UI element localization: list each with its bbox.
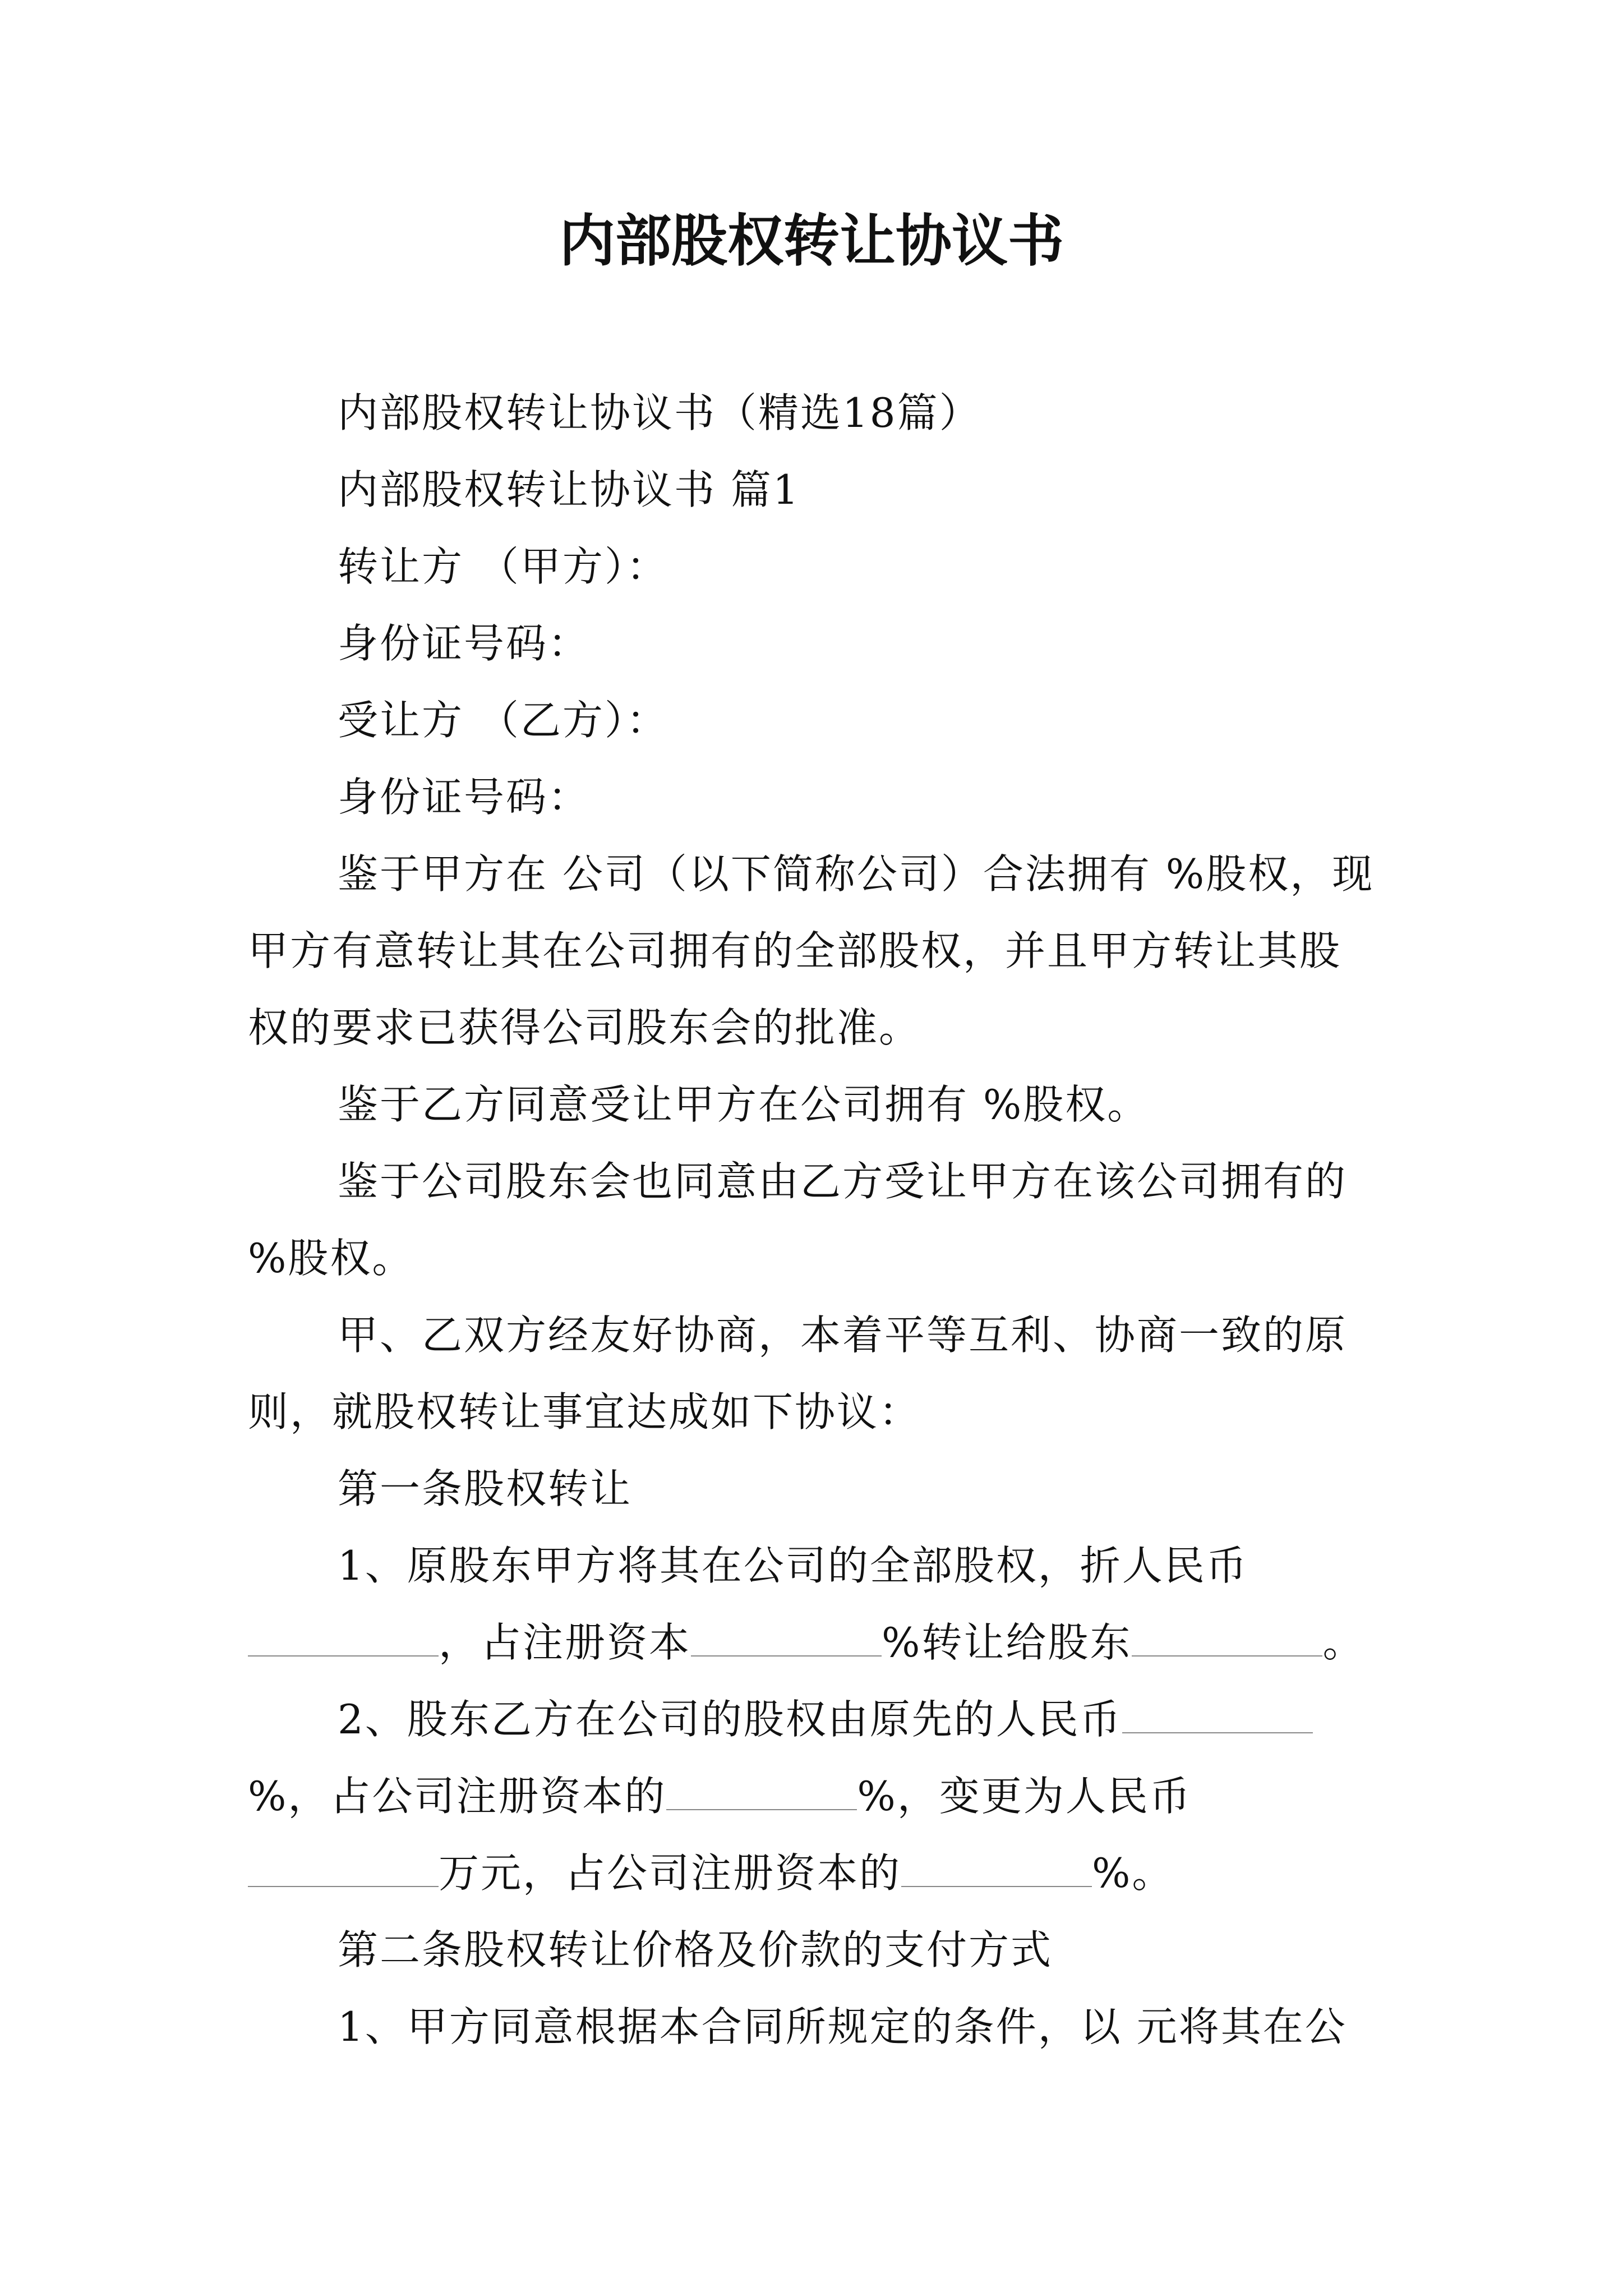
fill-in-blank: [666, 1778, 857, 1810]
fill-in-blank: [691, 1624, 882, 1657]
paragraph-text: ，占注册资本: [439, 1619, 691, 1666]
document-title: 内部股权转让协议书: [559, 208, 1064, 274]
paragraph-transferee: [248, 682, 1375, 759]
paragraph-subtitle: [248, 375, 1375, 452]
paragraph-text: 内部股权转让协议书 篇1: [338, 466, 800, 513]
fill-in-blank: [1132, 1624, 1322, 1657]
fill-in-blank: [248, 1855, 439, 1887]
paragraph-transferor-id: [248, 605, 1375, 682]
paragraph-text: 万元，占公司注册资本的: [439, 1849, 902, 1897]
paragraph-text: %，变更为人民币: [857, 1773, 1192, 1820]
paragraph-text: %。: [1092, 1849, 1174, 1897]
paragraph-text: %转让给股东: [882, 1619, 1132, 1666]
paragraph-text: 。: [1322, 1619, 1365, 1666]
document-body: [248, 375, 1375, 2065]
paragraph-text: 内部股权转让协议书（精选18篇）: [338, 389, 981, 436]
paragraph-text: 鉴于甲方在 公司（以下简称公司）合法拥有 %股权，现甲方有意转让其在公司拥有的全部股权，并且甲方转让其股权的要求已获得公司股东会的批准。: [248, 850, 1375, 1051]
paragraph-text: 鉴于乙方同意受让甲方在公司拥有 %股权。: [338, 1081, 1150, 1128]
paragraph-text: 身份证号码：: [338, 620, 591, 667]
fill-in-blank: [1122, 1701, 1313, 1733]
paragraph-article-1-heading: [248, 1451, 1375, 1527]
paragraph-text: 甲、乙双方经友好协商，本着平等互利、协商一致的原则，就股权转让事宜达成如下协议：: [248, 1312, 1348, 1435]
paragraph-text: 鉴于公司股东会也同意由乙方受让甲方在该公司拥有的 %股权。: [248, 1158, 1348, 1282]
paragraph-transferor: [248, 528, 1375, 605]
paragraph-text: %，占公司注册资本的: [248, 1773, 667, 1820]
paragraph-recital-3: [248, 1143, 1375, 1297]
paragraph-section-heading: [248, 452, 1375, 528]
paragraph-text: 转让方 （甲方）：: [338, 543, 668, 590]
paragraph-text: 身份证号码：: [338, 774, 591, 821]
paragraph-text: 受让方 （乙方）：: [338, 697, 668, 744]
paragraph-text: 第二条股权转让价格及价款的支付方式: [338, 1926, 1053, 1973]
fill-in-blank: [901, 1855, 1092, 1887]
paragraph-text: 1、原股东甲方将其在公司的全部股权，折人民币: [338, 1542, 1248, 1589]
paragraph-article-2-heading: [248, 1912, 1375, 1989]
paragraph-text: 第一条股权转让: [338, 1465, 633, 1512]
paragraph-agreement-intro: [248, 1297, 1375, 1451]
fill-in-blank: [248, 1624, 439, 1657]
paragraph-transferee-id: [248, 759, 1375, 836]
paragraph-recital-2: [248, 1066, 1375, 1143]
paragraph-article-1-clause-2: [248, 1681, 1375, 1912]
paragraph-article-1-clause-1: [248, 1527, 1375, 1681]
paragraph-recital-1: [248, 836, 1375, 1066]
paragraph-article-2-clause-1: [248, 1989, 1375, 2065]
paragraph-text: 2、股东乙方在公司的股权由原先的人民币: [338, 1696, 1122, 1743]
paragraph-text: 1、甲方同意根据本合同所规定的条件，以 元将其在公: [338, 2003, 1347, 2050]
